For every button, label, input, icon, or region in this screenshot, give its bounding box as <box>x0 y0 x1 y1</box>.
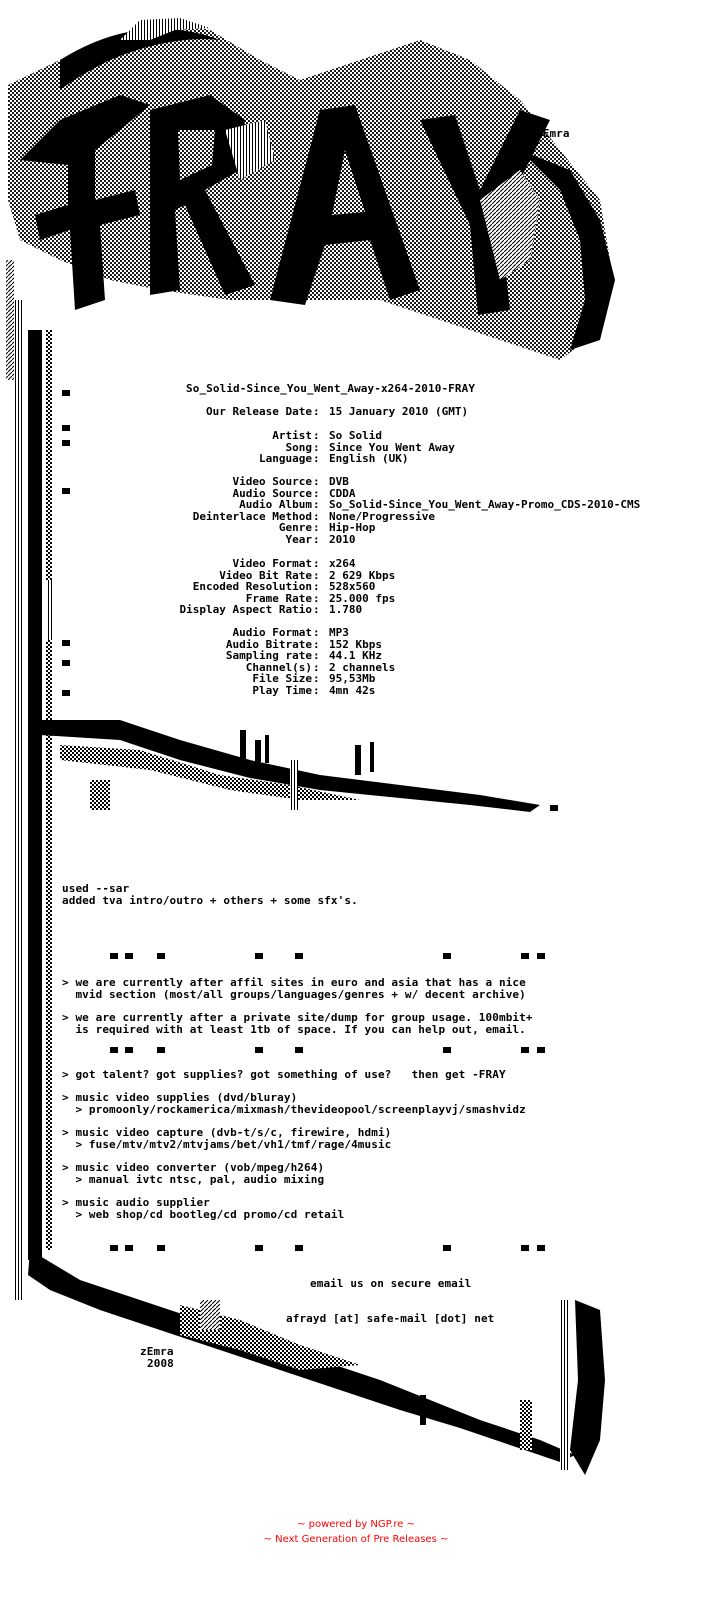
info-value: Since You Went Away <box>329 440 455 454</box>
separator: : <box>313 603 320 617</box>
info-key: Audio Format <box>232 626 312 639</box>
credit-top: zEmra <box>536 127 570 140</box>
separator: : <box>313 580 320 594</box>
separator: : <box>313 498 320 512</box>
dot-row-2 <box>110 1047 545 1053</box>
fray-logo <box>8 18 615 360</box>
info-key: Language <box>259 452 312 466</box>
info-value: 528x560 <box>329 580 376 594</box>
wanted-item-supplies: > music video supplies (dvd/bluray) > promoonly/rockamerica/mixmash/thevideopool/screenplayvj/smashvidz <box>62 1091 526 1116</box>
info-value: None/Progressive <box>329 509 435 523</box>
wanted-item-capture: > music video capture (dvb-t/s/c, firewire, hdmi) > fuse/mtv/mtv2/mtvjams/bet/vh1/tmf/rage/4music <box>62 1126 392 1151</box>
separator: : <box>313 672 320 686</box>
release-date-row <box>0 406 712 418</box>
info-key: Audio Source <box>232 486 312 500</box>
info-key: Audio Album <box>239 498 312 512</box>
release-date-label: Our Release Date <box>206 405 312 418</box>
separator: : <box>313 649 320 663</box>
info-key: Song <box>285 440 312 454</box>
info-key: Video Format <box>232 557 312 570</box>
separator: : <box>313 660 320 674</box>
contact-email: afrayd [at] safe-mail [dot] net <box>286 1312 495 1325</box>
wanted-headline: > got talent? got supplies? got something of use? then get -FRAY <box>62 1068 506 1081</box>
separator: : <box>313 568 320 582</box>
divider-middle <box>40 720 558 812</box>
info-value: Hip-Hop <box>329 521 376 535</box>
separator: : <box>313 405 320 418</box>
info-key: Sampling rate <box>225 649 312 663</box>
info-key: Video Bit Rate <box>219 568 312 582</box>
separator: : <box>313 533 320 546</box>
info-row <box>0 476 712 488</box>
info-value: MP3 <box>329 626 349 639</box>
info-key: Genre <box>278 521 312 535</box>
info-row <box>0 522 712 534</box>
separator: : <box>313 626 320 639</box>
separator: : <box>313 486 320 500</box>
info-value: So_Solid-Since_You_Went_Away-Promo_CDS-2010-CMS <box>329 498 641 512</box>
info-value: 2010 <box>329 533 356 546</box>
info-value: 2 629 Kbps <box>329 568 396 582</box>
note-line: added tva intro/outro + others + some sfx's. <box>62 894 358 907</box>
info-value: 25.000 fps <box>329 591 396 605</box>
dot-row-1 <box>110 953 545 959</box>
separator: : <box>313 475 320 488</box>
credit-bottom-artist: zEmra <box>140 1345 174 1358</box>
info-key: Deinterlace Method <box>192 509 312 523</box>
info-value: DVB <box>329 475 349 488</box>
contact-line: email us on secure email <box>310 1277 472 1290</box>
info-key: Encoded Resolution <box>192 580 312 594</box>
info-value: 2 channels <box>329 660 396 674</box>
release-date-value: 15 January 2010 (GMT) <box>329 405 469 418</box>
info-key: Channel(s) <box>245 660 312 674</box>
info-row <box>0 685 712 697</box>
separator: : <box>313 429 320 442</box>
footer-tagline: ~ Next Generation of Pre Releases ~ <box>263 1534 449 1545</box>
info-value: 1.780 <box>329 603 363 617</box>
info-value: x264 <box>329 557 356 570</box>
info-key: Video Source <box>232 475 312 488</box>
info-value: 95,53Mb <box>329 672 376 686</box>
separator: : <box>313 557 320 570</box>
release-title: So_Solid-Since_You_Went_Away-x264-2010-FRAY <box>186 382 476 395</box>
info-key: File Size <box>252 672 312 686</box>
info-value: 152 Kbps <box>329 637 382 651</box>
info-key: Year <box>285 533 312 546</box>
info-key: Audio Bitrate <box>225 637 312 651</box>
footer-powered-by: ~ powered by NGP.re ~ <box>297 1519 415 1530</box>
credit-bottom-year: 2008 <box>147 1357 174 1370</box>
note-line: used --sar <box>62 882 130 895</box>
info-row <box>0 453 712 465</box>
info-value: English (UK) <box>329 452 409 466</box>
announcement-dump: > we are currently after a private site/dump for group usage. 100mbit+ is required with at least 1tb of space. If you can help out, email. <box>62 1011 533 1036</box>
separator: : <box>313 440 320 454</box>
separator: : <box>313 591 320 605</box>
info-row <box>0 604 712 616</box>
info-key: Artist <box>272 429 312 442</box>
separator: : <box>313 637 320 651</box>
wanted-item-audio: > music audio supplier > web shop/cd bootleg/cd promo/cd retail <box>62 1196 345 1221</box>
separator: : <box>313 452 320 466</box>
info-value: CDDA <box>329 486 356 500</box>
separator: : <box>313 521 320 535</box>
info-value: 44.1 KHz <box>329 649 382 663</box>
info-key: Play Time <box>252 684 312 697</box>
info-value: So Solid <box>329 429 382 442</box>
info-key: Display Aspect Ratio <box>179 603 312 617</box>
separator: : <box>313 509 320 523</box>
wanted-item-converter: > music video converter (vob/mpeg/h264) > manual ivtc ntsc, pal, audio mixing <box>62 1161 325 1186</box>
info-row <box>0 534 712 546</box>
announcement-affil: > we are currently after affil sites in euro and asia that has a nice mvid section (most/all groups/languages/genres + w/ decent archive) <box>62 976 526 1001</box>
dot-row-3 <box>110 1245 545 1251</box>
info-value: 4mn 42s <box>329 684 376 697</box>
separator: : <box>313 684 320 697</box>
info-key: Frame Rate <box>245 591 312 605</box>
